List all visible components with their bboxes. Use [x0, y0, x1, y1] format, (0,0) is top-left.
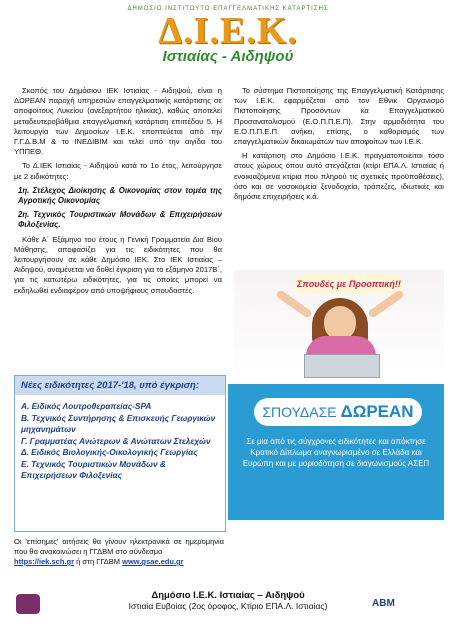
pill-bold: ΔΩΡΕΑΝ — [340, 402, 414, 421]
footer-line-1: Δημόσιο Ι.Ε.Κ. Ιστιαίας – Αιδηψού — [151, 590, 305, 601]
free-study-banner — [228, 384, 444, 520]
note-middle: ή στη ΓΓΔΒΜ — [74, 557, 123, 566]
student-photo — [234, 270, 444, 382]
note-text: Οι 'επίσημες' αιτήσεις θα γίνουν ηλεκτρονικά σε ημερομηνία που θα ανακοινώσει η ΓΓΔΒΜ στο σύνδεσμο — [14, 537, 224, 556]
new-specialties-heading: Νέες ειδικότητες 2017-'18, υπό έγκριση: — [15, 376, 225, 395]
left-column — [14, 86, 222, 300]
pill-prefix: ΣΠΟΥΔΑΣΕ — [262, 404, 337, 420]
new-specialty-item: Α. Ειδικός Λουτροθεραπείας-SPA — [21, 401, 152, 411]
header-logo — [0, 6, 456, 65]
semester-paragraph: Κάθε Α΄ Εξάμηνο του έτους η Γενική Γραμματεία Δια Βίου Μάθησης, αποφασίζει για τις ειδικότητες που θα λειτουργήσουν σε κάθε Δημόσιο ΙΕΚ. Στο ΙΕΚ Ιστιαίας – Αιδηψού, αναμένεται να δοθεί έγκριση για το εξάμηνο 2017Β΄, για τις κατωτέρω ειδικότητες, για τις οποίες μπορεί να εκδηλωθεί ενδιαφέρον από υποψήφιους σπουδαστές. — [14, 234, 222, 295]
footer — [0, 590, 456, 611]
new-specialties-box — [14, 375, 226, 532]
gsae-link[interactable]: www.gsae.edu.gr — [122, 557, 184, 566]
free-study-text: Σε μια από τις σύγχρονες ειδικότητες και απόκτησε Κρατικό Δίπλωμα αναγνωρισμένο σε Ελλάδα και Ευρώπη και με μοριοδότηση σε διαγωνισμούς ΑΣΕΠ — [242, 437, 430, 468]
specialty-item-2: 2η. Τεχνικός Τουριστικών Μονάδων & Επιχειρήσεων Φιλοξενίας. — [18, 210, 222, 230]
footer-right-logo: ΑΒΜ — [372, 594, 432, 614]
header-subtitle: Ιστιαίας - Αιδηψού — [162, 48, 294, 65]
promo-cloud-text: Σπουδές με Προοπτική!! — [294, 274, 404, 294]
new-specialty-item: Δ. Ειδικός Βιολογικής-Οικολογικής Γεωργίας — [21, 447, 198, 457]
student-face — [324, 306, 356, 340]
header-top-text: ΔΗΜΟΣΙΟ ΙΝΣΤΙΤΟΥΤΟ ΕΠΑΓΓΕΛΜΑΤΙΚΗΣ ΚΑΤΑΡΤΙΣΗΣ — [127, 6, 329, 12]
free-study-pill — [254, 398, 422, 426]
header-title: Δ.Ι.Ε.Κ. — [158, 10, 298, 52]
footer-line-2: Ιστιαία Ευβοίας (2ος όροφος, Κτίριο ΕΠΑ.Λ. Ιστιαίας) — [128, 601, 328, 611]
training-location-paragraph: Η κατάρτιση στο Δημόσιο Ι.Ε.Κ. πραγματοποιείται τόσο στους χώρους όπου αυτό στεγάζεται (κτίρι ΕΠΑ.Λ. Ιστιαίας ή ενοικιαζόμενα κτίρια που πληρού τις σχετικές προϋποθέσεις), όσο και σε νοσοκομεία ξενοδοχεία, τράπεζες, ιδιωτικές και δημόσιε επιχειρήσεις κ.ά. — [234, 151, 444, 202]
laptop-icon — [304, 354, 380, 378]
specialty-item-1: 1η. Στέλεχος Διοίκησης & Οικονομίας στον τομέα της Αγροτικής Οικονομίας — [18, 185, 222, 206]
iek-link[interactable]: https://iek.sch.gr — [14, 557, 75, 566]
intro-paragraph: Σκοπός του Δημόσιου ΙΕΚ Ιστιαίας - Αιδηψού, είναι η ΔΩΡΕΑΝ παροχή υπηρεσιών επαγγελματικής κατάρτισης σε αποφοίτους Λυκείου (ανεξαρτήτου ηλικίας), καθώς αποτελεί μεταδευτεροβάθμια επαγγελματική κατάρτιση επιπέδου 5. Η λειτουργία των Δημοσίων Ι.Ε.Κ. εποπτεύεται από την Γ.Γ.Δ.Β.Μ & το ΙΝΕΔΙΒΙΜ και τελεί υπό την αιγίδα του ΥΠΠΕΘ. — [14, 86, 222, 157]
right-column — [234, 86, 444, 206]
application-note — [14, 537, 224, 567]
new-specialty-item: Γ. Γραμματέας Ανώτερων & Ανώτατων Στελεχών — [21, 435, 211, 446]
first-year-paragraph: Το Δ.ΙΕΚ Ιστιαίας - Αιδηψού κατά το 1ο έτος, λειτούργησε με 2 ειδικότητες: — [14, 161, 222, 181]
new-specialties-list — [15, 395, 225, 482]
certification-paragraph: Το σύστημα Πιστοποίησης της Επαγγελματική Κατάρτισης των Ι.Ε.Κ. εφαρμόζεται από τον Εθνικ Οργανισμό Πιστοποίησης Προσόντων κα Επαγγελματικού Προσανατολισμού (Ε.Ο.Π.Π.Ε.Π). Στην αρμοδιότητα του Ε.Ο.Π.Π.Ε.Π. ανήκει, επίσης, ο καθορισμός των επαγγελματικών δικαιωμάτων των αποφοίτων των Ι.Ε.Κ. — [234, 86, 444, 147]
new-specialty-item: Ε. Τεχνικός Τουριστικών Μονάδων & Επιχειρήσεων Φιλοξενίας — [21, 458, 166, 480]
new-specialty-item: Β. Τεχνικός Συντήρησης & Επισκευής Γεωργικών μηχανημάτων — [21, 412, 216, 434]
